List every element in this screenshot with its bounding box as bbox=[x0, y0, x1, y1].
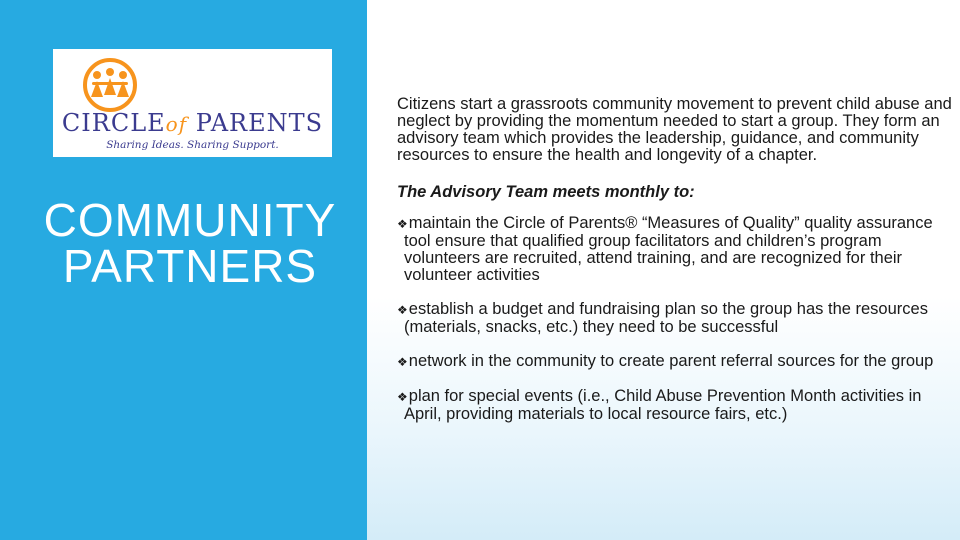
page-title: COMMUNITY PARTNERS bbox=[43, 194, 337, 292]
diamond-arrow-bullet-icon: ❖ bbox=[397, 217, 408, 231]
list-item: ❖plan for special events (i.e., Child Abuse Prevention Month activities in April, providing materials to local resource fairs, etc.) bbox=[397, 387, 922, 423]
diamond-arrow-bullet-icon: ❖ bbox=[397, 303, 408, 317]
diamond-arrow-bullet-icon: ❖ bbox=[397, 355, 408, 369]
list-item: ❖establish a budget and fundraising plan so the group has the resources (materials, snacks, etc.) they need to be successful bbox=[397, 300, 928, 336]
logo-tagline: Sharing Ideas. Sharing Support. bbox=[106, 139, 279, 151]
diamond-arrow-bullet-icon: ❖ bbox=[397, 390, 408, 404]
list-item: ❖network in the community to create parent referral sources for the group bbox=[397, 352, 934, 370]
intro-paragraph: Citizens start a grassroots community movement to prevent child abuse and neglect by providing the momentum needed to start a group. They form an advisory team which provides the leadership, guidance, and community resources to ensure the health and longevity of a chapter. bbox=[397, 95, 952, 164]
circle-of-parents-logo bbox=[53, 49, 332, 157]
parents-figures-icon bbox=[82, 57, 138, 113]
list-item: ❖maintain the Circle of Parents® “Measures of Quality” quality assurance tool ensure that qualified group facilitators and children’s program volunteers are recruited, attend training, and are recognized for their volunteer activities bbox=[397, 214, 933, 284]
content-text bbox=[397, 96, 957, 440]
logo-wordmark: CIRCLEof PARENTS bbox=[61, 109, 324, 137]
advisory-team-heading: The Advisory Team meets monthly to: bbox=[397, 183, 695, 201]
